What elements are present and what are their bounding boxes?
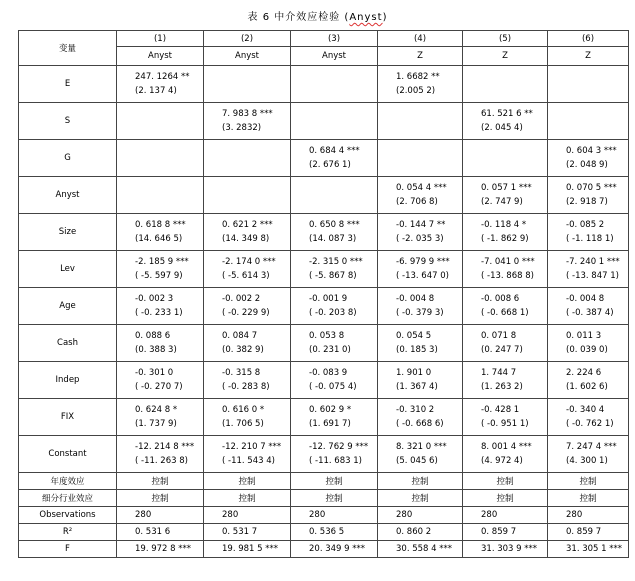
t-statistic: (0. 185 3): [396, 345, 438, 355]
coefficient-value: -7. 041 0 ***: [481, 257, 535, 267]
coefficient-cell: [548, 214, 629, 251]
variable-label: Indep: [19, 362, 117, 399]
footer-value: 20. 349 9 ***: [291, 541, 378, 558]
t-statistic: ( -0. 762 1): [566, 419, 614, 429]
coefficient-cell: [117, 399, 204, 436]
coefficient-value: -0. 118 4 *: [481, 220, 527, 230]
coefficient-cell: [204, 325, 291, 362]
coefficient-cell: [548, 362, 629, 399]
t-statistic: (14. 349 8): [222, 234, 270, 244]
coefficient-cell: [204, 362, 291, 399]
table-row: [19, 473, 629, 490]
t-statistic: (2. 137 4): [135, 86, 177, 96]
footer-value: 19. 981 5 ***: [204, 541, 291, 558]
coefficient-value: 7. 983 8 ***: [222, 109, 273, 119]
table-row: [19, 325, 629, 362]
coefficient-cell: [291, 436, 378, 473]
t-statistic: ( -0. 270 7): [135, 382, 183, 392]
coefficient-value: 2. 224 6: [566, 368, 602, 378]
coefficient-value: -12. 210 7 ***: [222, 442, 282, 452]
t-statistic: (4. 972 4): [481, 456, 523, 466]
t-statistic: ( -5. 614 3): [222, 271, 270, 281]
t-statistic: ( -2. 035 3): [396, 234, 444, 244]
t-statistic: (2. 676 1): [309, 160, 351, 170]
t-statistic: ( -1. 862 9): [481, 234, 529, 244]
coefficient-value: 7. 247 4 ***: [566, 442, 617, 452]
t-statistic: (4. 300 1): [566, 456, 608, 466]
coefficient-cell: [463, 103, 548, 140]
coefficient-value: 1. 744 7: [481, 368, 517, 378]
coefficient-cell: [463, 436, 548, 473]
footer-value: 280: [463, 507, 548, 524]
coefficient-cell: [548, 325, 629, 362]
coefficient-cell: [378, 436, 463, 473]
coefficient-value: 0. 650 8 ***: [309, 220, 360, 230]
coefficient-value: -7. 240 1 ***: [566, 257, 620, 267]
coefficient-cell: [204, 436, 291, 473]
coefficient-cell: [378, 103, 463, 140]
t-statistic: (1. 602 6): [566, 382, 608, 392]
coefficient-cell: [291, 140, 378, 177]
coefficient-value: -12. 762 9 ***: [309, 442, 369, 452]
coefficient-cell: [548, 66, 629, 103]
footer-value: 280: [117, 507, 204, 524]
coefficient-cell: [463, 140, 548, 177]
footer-value: 31. 303 9 ***: [463, 541, 548, 558]
coefficient-value: -12. 214 8 ***: [135, 442, 195, 452]
coefficient-cell: [378, 251, 463, 288]
table-row: [19, 399, 629, 436]
table-row: [19, 66, 629, 103]
footer-value: 0. 536 5: [291, 524, 378, 541]
coefficient-value: -0. 310 2: [396, 405, 435, 415]
coefficient-value: -0. 144 7 **: [396, 220, 446, 230]
footer-value: 280: [204, 507, 291, 524]
footer-value: 30. 558 4 ***: [378, 541, 463, 558]
coefficient-cell: [291, 214, 378, 251]
variable-label: E: [19, 66, 117, 103]
coefficient-cell: [204, 177, 291, 214]
coefficient-value: 0. 604 3 ***: [566, 146, 617, 156]
table-row: [19, 140, 629, 177]
coefficient-cell: [291, 177, 378, 214]
t-statistic: ( -0. 283 8): [222, 382, 270, 392]
t-statistic: (0. 388 3): [135, 345, 177, 355]
t-statistic: ( -13. 647 0): [396, 271, 449, 281]
coefficient-value: -0. 008 6: [481, 294, 520, 304]
coefficient-value: -6. 979 9 ***: [396, 257, 450, 267]
coefficient-value: 1. 901 0: [396, 368, 432, 378]
footer-value: 19. 972 8 ***: [117, 541, 204, 558]
t-statistic: (2. 045 4): [481, 123, 523, 133]
footer-value: 0. 531 6: [117, 524, 204, 541]
footer-value: 控制: [204, 473, 291, 490]
coefficient-cell: [548, 103, 629, 140]
coefficient-cell: [548, 288, 629, 325]
dependent-variable: Anyst: [204, 47, 291, 66]
coefficient-value: 0. 624 8 *: [135, 405, 178, 415]
t-statistic: (3. 2832): [222, 123, 262, 133]
t-statistic: ( -0. 668 6): [396, 419, 444, 429]
coefficient-cell: [548, 251, 629, 288]
t-statistic: ( -11. 263 8): [135, 456, 188, 466]
table-row: [19, 362, 629, 399]
t-statistic: (1. 706 5): [222, 419, 264, 429]
coefficient-cell: [291, 399, 378, 436]
footer-value: 控制: [204, 490, 291, 507]
coefficient-value: 0. 070 5 ***: [566, 183, 617, 193]
t-statistic: (14. 087 3): [309, 234, 357, 244]
coefficient-value: 0. 057 1 ***: [481, 183, 532, 193]
footer-value: 控制: [291, 473, 378, 490]
footer-label: 细分行业效应: [19, 490, 117, 507]
coefficient-cell: [548, 140, 629, 177]
coefficient-cell: [291, 103, 378, 140]
coefficient-cell: [291, 325, 378, 362]
coefficient-cell: [117, 140, 204, 177]
footer-value: 控制: [378, 490, 463, 507]
coefficient-value: 0. 616 0 *: [222, 405, 265, 415]
coefficient-cell: [378, 140, 463, 177]
footer-label: F: [19, 541, 117, 558]
coefficient-value: -0. 428 1: [481, 405, 520, 415]
coefficient-cell: [117, 362, 204, 399]
coefficient-value: 0. 084 7: [222, 331, 258, 341]
coefficient-cell: [117, 325, 204, 362]
coefficient-cell: [204, 214, 291, 251]
t-statistic: ( -11. 543 4): [222, 456, 275, 466]
table-row: [19, 524, 629, 541]
coefficient-cell: [463, 325, 548, 362]
coefficient-value: -0. 001 9: [309, 294, 348, 304]
coefficient-value: -0. 083 9: [309, 368, 348, 378]
model-number: (5): [463, 31, 548, 47]
coefficient-cell: [291, 251, 378, 288]
footer-label: Observations: [19, 507, 117, 524]
variable-label: Constant: [19, 436, 117, 473]
t-statistic: (0. 247 7): [481, 345, 523, 355]
coefficient-cell: [204, 399, 291, 436]
footer-value: 控制: [463, 490, 548, 507]
t-statistic: ( -0. 233 1): [135, 308, 183, 318]
table-row: [19, 103, 629, 140]
coefficient-cell: [378, 177, 463, 214]
coefficient-cell: [378, 288, 463, 325]
coefficient-cell: [378, 399, 463, 436]
coefficient-value: -0. 002 2: [222, 294, 261, 304]
coefficient-value: -2. 315 0 ***: [309, 257, 363, 267]
coefficient-value: 0. 088 6: [135, 331, 171, 341]
coefficient-value: 1. 6682 **: [396, 72, 440, 82]
coefficient-cell: [378, 325, 463, 362]
coefficient-value: 8. 001 4 ***: [481, 442, 532, 452]
footer-value: 280: [548, 507, 629, 524]
coefficient-cell: [378, 362, 463, 399]
dependent-variable: Z: [463, 47, 548, 66]
model-number: (1): [117, 31, 204, 47]
table-row: [19, 288, 629, 325]
coefficient-value: 61. 521 6 **: [481, 109, 533, 119]
table-row: [19, 251, 629, 288]
variable-label: FIX: [19, 399, 117, 436]
coefficient-cell: [117, 66, 204, 103]
coefficient-cell: [204, 288, 291, 325]
footer-value: 控制: [117, 490, 204, 507]
table-row: [19, 214, 629, 251]
t-statistic: ( -11. 683 1): [309, 456, 362, 466]
coefficient-cell: [378, 66, 463, 103]
footer-value: 280: [378, 507, 463, 524]
footer-value: 控制: [463, 473, 548, 490]
coefficient-value: 0. 054 5: [396, 331, 432, 341]
t-statistic: (1. 737 9): [135, 419, 177, 429]
coefficient-value: 0. 071 8: [481, 331, 517, 341]
model-number: (3): [291, 31, 378, 47]
t-statistic: ( -0. 379 3): [396, 308, 444, 318]
coefficient-cell: [117, 214, 204, 251]
coefficient-cell: [463, 362, 548, 399]
coefficient-value: -2. 174 0 ***: [222, 257, 276, 267]
t-statistic: ( -13. 868 8): [481, 271, 534, 281]
coefficient-cell: [463, 66, 548, 103]
table-row: [19, 541, 629, 558]
coefficient-value: -0. 301 0: [135, 368, 174, 378]
t-statistic: (5. 045 6): [396, 456, 438, 466]
var-header: 变量: [19, 31, 117, 66]
coefficient-value: -0. 315 8: [222, 368, 261, 378]
coefficient-cell: [463, 399, 548, 436]
coefficient-value: 247. 1264 **: [135, 72, 190, 82]
model-number: (4): [378, 31, 463, 47]
table-row: [19, 177, 629, 214]
dependent-variable: Z: [378, 47, 463, 66]
coefficient-cell: [291, 288, 378, 325]
footer-value: 31. 305 1 ***: [548, 541, 629, 558]
t-statistic: ( -0. 203 8): [309, 308, 357, 318]
coefficient-cell: [463, 214, 548, 251]
coefficient-value: -0. 340 4: [566, 405, 605, 415]
t-statistic: ( -5. 597 9): [135, 271, 183, 281]
coefficient-value: -0. 085 2: [566, 220, 605, 230]
coefficient-cell: [548, 436, 629, 473]
variable-label: G: [19, 140, 117, 177]
table-title: 表 6 中介效应检验 (Anyst): [247, 12, 388, 23]
t-statistic: ( -0. 075 4): [309, 382, 357, 392]
footer-value: 控制: [548, 473, 629, 490]
t-statistic: (1. 691 7): [309, 419, 351, 429]
footer-value: 0. 859 7: [548, 524, 629, 541]
table-row: [19, 490, 629, 507]
coefficient-value: 0. 684 4 ***: [309, 146, 360, 156]
coefficient-cell: [291, 66, 378, 103]
coefficient-value: 0. 011 3: [566, 331, 602, 341]
t-statistic: (0. 231 0): [309, 345, 351, 355]
coefficient-value: 0. 621 2 ***: [222, 220, 273, 230]
coefficient-value: -0. 004 8: [396, 294, 435, 304]
t-statistic: (0. 039 0): [566, 345, 608, 355]
coefficient-cell: [117, 436, 204, 473]
t-statistic: (1. 367 4): [396, 382, 438, 392]
coefficient-cell: [463, 251, 548, 288]
footer-value: 0. 859 7: [463, 524, 548, 541]
coefficient-cell: [204, 251, 291, 288]
footer-value: 控制: [378, 473, 463, 490]
coefficient-cell: [117, 177, 204, 214]
table-row: [19, 436, 629, 473]
coefficient-cell: [463, 177, 548, 214]
variable-label: Cash: [19, 325, 117, 362]
coefficient-value: 0. 053 8: [309, 331, 345, 341]
dependent-variable: Anyst: [291, 47, 378, 66]
table-row: [19, 507, 629, 524]
coefficient-cell: [548, 177, 629, 214]
footer-label: R²: [19, 524, 117, 541]
t-statistic: (2. 048 9): [566, 160, 608, 170]
coefficient-cell: [117, 288, 204, 325]
coefficient-value: -2. 185 9 ***: [135, 257, 189, 267]
coefficient-value: 8. 321 0 ***: [396, 442, 447, 452]
dependent-variable: Z: [548, 47, 629, 66]
t-statistic: ( -13. 847 1): [566, 271, 619, 281]
t-statistic: (14. 646 5): [135, 234, 183, 244]
coefficient-cell: [463, 288, 548, 325]
t-statistic: (1. 263 2): [481, 382, 523, 392]
variable-label: Anyst: [19, 177, 117, 214]
variable-label: Lev: [19, 251, 117, 288]
variable-label: Size: [19, 214, 117, 251]
coefficient-value: 0. 054 4 ***: [396, 183, 447, 193]
t-statistic: ( -0. 951 1): [481, 419, 529, 429]
model-number: (2): [204, 31, 291, 47]
footer-label: 年度效应: [19, 473, 117, 490]
coefficient-value: -0. 002 3: [135, 294, 174, 304]
coefficient-value: 0. 618 8 ***: [135, 220, 186, 230]
coefficient-cell: [204, 140, 291, 177]
footer-value: 控制: [548, 490, 629, 507]
t-statistic: ( -0. 387 4): [566, 308, 614, 318]
t-statistic: (2. 747 9): [481, 197, 523, 207]
t-statistic: ( -0. 668 1): [481, 308, 529, 318]
footer-value: 控制: [291, 490, 378, 507]
coefficient-cell: [291, 362, 378, 399]
regression-table: [18, 30, 629, 558]
footer-value: 280: [291, 507, 378, 524]
coefficient-cell: [548, 399, 629, 436]
t-statistic: (0. 382 9): [222, 345, 264, 355]
t-statistic: ( -5. 867 8): [309, 271, 357, 281]
footer-value: 0. 860 2: [378, 524, 463, 541]
coefficient-value: 0. 602 9 *: [309, 405, 352, 415]
footer-value: 0. 531 7: [204, 524, 291, 541]
t-statistic: (2. 706 8): [396, 197, 438, 207]
t-statistic: (2.005 2): [396, 86, 436, 96]
coefficient-cell: [117, 103, 204, 140]
variable-label: Age: [19, 288, 117, 325]
variable-label: S: [19, 103, 117, 140]
dependent-variable: Anyst: [117, 47, 204, 66]
footer-value: 控制: [117, 473, 204, 490]
t-statistic: ( -1. 118 1): [566, 234, 614, 244]
coefficient-cell: [378, 214, 463, 251]
coefficient-cell: [117, 251, 204, 288]
model-number: (6): [548, 31, 629, 47]
coefficient-cell: [204, 66, 291, 103]
t-statistic: (2. 918 7): [566, 197, 608, 207]
coefficient-value: -0. 004 8: [566, 294, 605, 304]
coefficient-cell: [204, 103, 291, 140]
t-statistic: ( -0. 229 9): [222, 308, 270, 318]
